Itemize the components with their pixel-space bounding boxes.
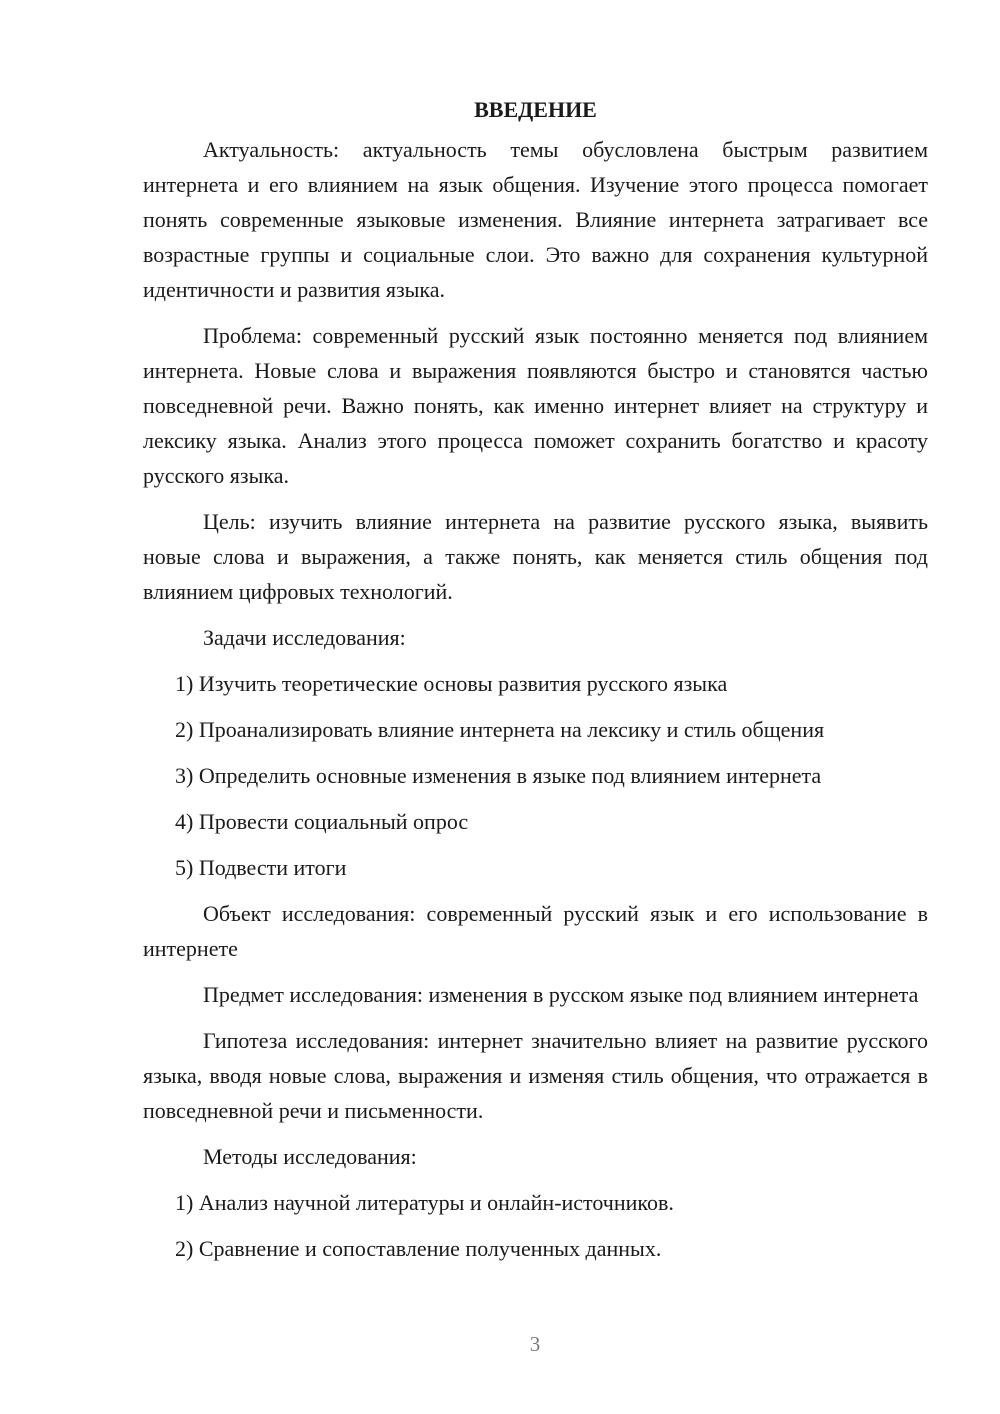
- method-item-1: 1) Анализ научной литературы и онлайн-источников.: [175, 1190, 674, 1215]
- task-item-1: 1) Изучить теоретические основы развития русского языка: [175, 671, 728, 696]
- task-item-5: 5) Подвести итоги: [175, 855, 347, 880]
- goal-paragraph: Цель: изучить влияние интернета на развитие русского языка, выявить новые слова и выражения, а также понять, как меняется стиль общения под влиянием цифровых технологий.: [143, 509, 928, 604]
- page-number: 3: [529, 1332, 541, 1356]
- hypothesis-paragraph: Гипотеза исследования: интернет значительно влияет на развитие русского языка, вводя новые слова, выражения и изменяя стиль общения, что отражается в повседневной речи и письменности.: [143, 1028, 928, 1123]
- relevance-paragraph: Актуальность: актуальность темы обусловлена быстрым развитием интернета и его влиянием на язык общения. Изучение этого процесса помогает понять современные языковые изменения. Влияние интернета затрагивает все возрастные группы и социальные слои. Это важно для сохранения культурной идентичности и развития языка.: [143, 137, 928, 302]
- tasks-heading: Задачи исследования:: [203, 625, 406, 650]
- task-item-4: 4) Провести социальный опрос: [175, 809, 469, 834]
- task-item-2: 2) Проанализировать влияние интернета на лексику и стиль общения: [175, 717, 825, 742]
- subject-paragraph: Предмет исследования: изменения в русском языке под влиянием интернета: [203, 982, 919, 1007]
- page-content: [143, 92, 928, 1277]
- method-item-2: 2) Сравнение и сопоставление полученных данных.: [175, 1236, 662, 1261]
- object-paragraph: Объект исследования: современный русский язык и его использование в интернете: [143, 901, 928, 961]
- problem-paragraph: Проблема: современный русский язык постоянно меняется под влиянием интернета. Новые слова и выражения появляются быстро и становятся частью повседневной речи. Важно понять, как именно интернет влияет на структуру и лексику языка. Анализ этого процесса поможет сохранить богатство и красоту русского языка.: [143, 323, 928, 488]
- methods-heading: Методы исследования:: [203, 1144, 417, 1169]
- task-item-3: 3) Определить основные изменения в языке под влиянием интернета: [175, 763, 822, 788]
- section-title: ВВЕДЕНИЕ: [474, 97, 597, 122]
